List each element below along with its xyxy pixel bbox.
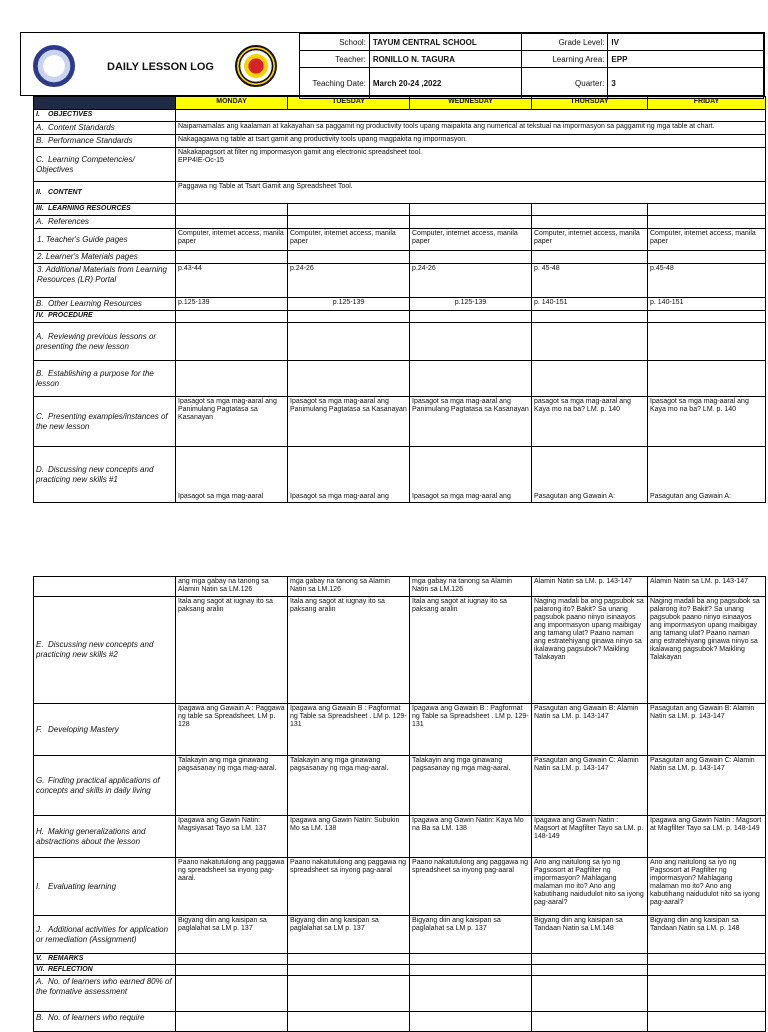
table-cell: Ipagawa ang Gawin Natin : Magsort at Magfilter Tayo sa LM. p. 148-149 bbox=[648, 816, 766, 858]
lesson-table-page2 bbox=[33, 576, 766, 1032]
area-label: Learning Area: bbox=[521, 51, 608, 68]
learners-materials-row bbox=[34, 251, 766, 264]
discussing2-label: E. Discussing new concepts and practicing new skills #2 bbox=[34, 597, 176, 704]
table-cell: Alamin Natin sa LM. p. 143-147 bbox=[648, 577, 766, 597]
learners-80-row bbox=[34, 976, 766, 1012]
procedure-row bbox=[34, 311, 766, 323]
generalizations-label: H. Making generalizations and abstractions about the lesson bbox=[34, 816, 176, 858]
discussing1-row bbox=[34, 447, 766, 503]
table-cell: Computer, internet access, manila paper bbox=[648, 229, 766, 251]
days-header-blank bbox=[34, 97, 176, 110]
performance-standards-row bbox=[34, 135, 766, 148]
competencies-text: Nakakapagsort at filter ng impormasyon gamit ang electronic spreadsheet tool. EPP4IE-Oc-15 bbox=[176, 148, 766, 182]
table-cell: Bigyang diin ang kaisipan sa paglalahat sa LM p. 137 bbox=[410, 916, 532, 954]
table-cell: Ipagawa ang Gawin Natin: Magsiyasat Tayo sa LM. 137 bbox=[176, 816, 288, 858]
teacher-value: RONILLO N. TAGURA bbox=[369, 51, 521, 68]
table-cell: Ipagawa ang Gawain B : Pagformat ng Table sa Spreadsheet . LM p. 129-131 bbox=[410, 704, 532, 756]
table-cell: Naging madali ba ang pagsubok sa palarong ito? Bakit? Sa unang pagsubok paano ninyo isinaayos ang impormasyon upang maibigay ang tamang ulat? Paano naman ang estratehiyang ginawa ninyo sa ikalawang pagsubok? Maikling Talakayan bbox=[648, 597, 766, 704]
teacher-label: Teacher: bbox=[300, 51, 370, 68]
table-cell: Pasagutan ang Gawain A: bbox=[532, 447, 648, 503]
competencies-row bbox=[34, 148, 766, 182]
table-cell: Ipagawa ang Gawain B : Pagformat ng Table sa Spreadsheet . LM p. 129-131 bbox=[288, 704, 410, 756]
table-cell: Computer, internet access, manila paper bbox=[532, 229, 648, 251]
table-cell: Ipagawa ang Gawin Natin: Kaya Mo na Ba sa LM. 138 bbox=[410, 816, 532, 858]
discussing2-row bbox=[34, 597, 766, 704]
content-label: II. CONTENT bbox=[34, 182, 176, 204]
table-cell: p.24-26 bbox=[288, 264, 410, 298]
table-cell: Ipagawa ang Gawin Natin: Subukin Mo sa LM. 138 bbox=[288, 816, 410, 858]
teachers-guide-label: 1. Teacher's Guide pages bbox=[34, 229, 176, 251]
table-cell: Ipasagot sa mga mag-aaral bbox=[176, 447, 288, 503]
reflection-row bbox=[34, 965, 766, 976]
resources-row bbox=[34, 204, 766, 216]
learners-materials-label: 2. Learner's Materials pages bbox=[34, 251, 176, 264]
performance-standards-text: Nakagagawa ng table at tsart gamit ang productivity tools upang magpakita ng impormasyon. bbox=[176, 135, 766, 148]
purpose-label: B. Establishing a purpose for the lesson bbox=[34, 361, 176, 397]
teachers-guide-row bbox=[34, 229, 766, 251]
additional-materials-label: 3. Additional Materials from Learning Resources (LR) Portal bbox=[34, 264, 176, 298]
presenting-row bbox=[34, 397, 766, 447]
lesson-table-page1 bbox=[33, 96, 766, 503]
table-cell: p.43-44 bbox=[176, 264, 288, 298]
quarter-value: 3 bbox=[608, 68, 764, 99]
table-cell: Pasagutan ang Gawain B: Alamin Natin sa LM. p. 143-147 bbox=[648, 704, 766, 756]
learners-req-label: B. No. of learners who require bbox=[34, 1012, 176, 1032]
table-cell: Ipasagot sa mga mag-aaral ang bbox=[410, 447, 532, 503]
deped-seal-icon bbox=[33, 45, 75, 87]
content-row bbox=[34, 182, 766, 204]
grade-label: Grade Level: bbox=[521, 34, 608, 51]
references-row bbox=[34, 216, 766, 229]
additional-row bbox=[34, 916, 766, 954]
evaluating-label: I. Evaluating learning bbox=[34, 858, 176, 916]
competencies-label: C. Learning Competencies/ Objectives bbox=[34, 148, 176, 182]
mastery-label: F. Developing Mastery bbox=[34, 704, 176, 756]
applications-label: G. Finding practical applications of concepts and skills in daily living bbox=[34, 756, 176, 816]
evaluating-row bbox=[34, 858, 766, 916]
table-cell: Talakayin ang mga ginawang pagsasanay ng mga mag-aaral. bbox=[410, 756, 532, 816]
table-cell: Itala ang sagot at iugnay ito sa paksang aralin bbox=[288, 597, 410, 704]
table-cell: Pasagutan ang Gawain C: Alamin Natin sa LM. p. 143-147 bbox=[648, 756, 766, 816]
content-standards-text: Naipamamalas ang kaalaman at kakayahan sa paggamit ng productivity tools upang maipakita ang numerical at tekstual na impormasyon sa paggamit ng mga table at chart. bbox=[176, 122, 766, 135]
other-resources-row bbox=[34, 298, 766, 311]
table-cell: Naging madali ba ang pagsubok sa palarong ito? Bakit? Sa unang pagsubok paano ninyo isinaayos ang impormasyon upang maibigay ang tamang ulat? Paano naman ang estratehiyang ginawa ninyo sa ikalawang pagsubok? Maikling Talakayan bbox=[532, 597, 648, 704]
table-cell: Paano nakatutulong ang paggawa ng spreadsheet sa inyong pag-aaral. bbox=[176, 858, 288, 916]
content-standards-row bbox=[34, 122, 766, 135]
table-cell: mga gabay na tanong sa Alamin Natin sa LM.126 bbox=[410, 577, 532, 597]
table-cell: Bigyang diin ang kaisipan sa Tandaan Natin sa LM.148 bbox=[532, 916, 648, 954]
other-resources-label: B. Other Learning Resources bbox=[34, 298, 176, 311]
table-cell: Computer, internet access, manila paper bbox=[176, 229, 288, 251]
lesson-log-header bbox=[20, 32, 765, 96]
procedure-label: IV. PROCEDURE bbox=[34, 311, 176, 323]
remarks-label: V. REMARKS bbox=[34, 954, 176, 965]
learners-req-row bbox=[34, 1012, 766, 1032]
additional-materials-row bbox=[34, 264, 766, 298]
table-cell: p.125-139 bbox=[176, 298, 288, 311]
area-value: EPP bbox=[608, 51, 764, 68]
reviewing-row bbox=[34, 323, 766, 361]
table-cell: Paano nakatutulong ang paggawa ng spreadsheet sa inyong pag-aaral bbox=[288, 858, 410, 916]
discussing1-cont-label bbox=[34, 577, 176, 597]
day-friday: FRIDAY bbox=[648, 97, 766, 110]
resources-label: III. LEARNING RESOURCES bbox=[34, 204, 176, 216]
table-cell: p.45-48 bbox=[648, 264, 766, 298]
reflection-label: VI. REFLECTION bbox=[34, 965, 176, 976]
reviewing-label: A. Reviewing previous lessons or presenting the new lesson bbox=[34, 323, 176, 361]
table-cell: Ipagawa ang Gawain A : Paggawa ng table sa Spreadsheet. LM p. 128 bbox=[176, 704, 288, 756]
table-cell: Bigyang diin ang kaisipan sa Tandaan Natin sa LM. p. 148 bbox=[648, 916, 766, 954]
table-cell: p.125-139 bbox=[288, 298, 410, 311]
table-cell: Pasagutan ang Gawain C: Alamin Natin sa LM. p. 143-147 bbox=[532, 756, 648, 816]
table-cell: Itala ang sagot at iugnay ito sa paksang aralin bbox=[176, 597, 288, 704]
table-cell: Bigyang diin ang kaisipan sa paglalahat sa LM p. 137 bbox=[176, 916, 288, 954]
table-cell: pasagot sa mga mag-aaral ang Kaya mo na ba? LM. p. 140 bbox=[532, 397, 648, 447]
objectives-row bbox=[34, 110, 766, 122]
table-cell: Computer, internet access, manila paper bbox=[410, 229, 532, 251]
learners-80-label: A. No. of learners who earned 80% of the formative assessment bbox=[34, 976, 176, 1012]
objectives-label: I. OBJECTIVES bbox=[34, 110, 176, 122]
table-cell: Ipagawa ang Gawin Natin : Magsort at Magfilter Tayo sa LM. p. 148-149 bbox=[532, 816, 648, 858]
presenting-label: C. Presenting examples/instances of the new lesson bbox=[34, 397, 176, 447]
content-standards-label: A. Content Standards bbox=[34, 122, 176, 135]
table-cell: p.125-139 bbox=[410, 298, 532, 311]
content-text: Paggawa ng Table at Tsart Gamit ang Spreadsheet Tool. bbox=[176, 182, 766, 204]
grade-value: IV bbox=[608, 34, 764, 51]
day-monday: MONDAY bbox=[176, 97, 288, 110]
mastery-row bbox=[34, 704, 766, 756]
table-cell: Ipasagot sa mga mag-aaral ang bbox=[288, 447, 410, 503]
date-value: March 20-24 ,2022 bbox=[369, 68, 521, 99]
day-wednesday: WEDNESDAY bbox=[410, 97, 532, 110]
discussing1-label: D. Discussing new concepts and practicing new skills #1 bbox=[34, 447, 176, 503]
performance-standards-label: B. Performance Standards bbox=[34, 135, 176, 148]
table-cell: Ipasagot sa mga mag-aaral ang Panimulang Pagtatasa sa Kasanayan bbox=[410, 397, 532, 447]
school-label: School: bbox=[300, 34, 370, 51]
table-cell: Ano ang naitulong sa iyo ng Pagsosort at Pagfilter ng impormasyon? Mahlagang malaman mo ito? Ano ang kabutihang naidudulot nito sa iyong pag-aaral? bbox=[648, 858, 766, 916]
table-cell: Computer, internet access, manila paper bbox=[288, 229, 410, 251]
table-cell: Alamin Natin sa LM. p. 143-147 bbox=[532, 577, 648, 597]
page-title: DAILY LESSON LOG bbox=[107, 61, 214, 73]
table-cell: Talakayin ang mga ginawang pagsasanay ng mga mag-aaral. bbox=[176, 756, 288, 816]
table-cell: p. 140-151 bbox=[532, 298, 648, 311]
day-thursday: THURSDAY bbox=[532, 97, 648, 110]
table-cell: mga gabay na tanong sa Alamin Natin sa LM.126 bbox=[288, 577, 410, 597]
references-label: A. References bbox=[34, 216, 176, 229]
table-cell: p.24-26 bbox=[410, 264, 532, 298]
table-cell: Ano ang naitulong sa iyo ng Pagsosort at Pagfilter ng impormasyon? Mahlagang malaman mo ito? Ano ang kabutihang naidudulot nito sa iyong pag-aaral? bbox=[532, 858, 648, 916]
remarks-row bbox=[34, 954, 766, 965]
table-cell: p. 140-151 bbox=[648, 298, 766, 311]
additional-label: J. Additional activities for application or remediation (Assignment) bbox=[34, 916, 176, 954]
objectives-blank bbox=[176, 110, 766, 122]
purpose-row bbox=[34, 361, 766, 397]
page-one bbox=[0, 32, 768, 503]
school-value: TAYUM CENTRAL SCHOOL bbox=[369, 34, 521, 51]
table-cell: Ipasagot sa mga mag-aaral ang Panimulang Pagtatasa sa Kasanayan bbox=[288, 397, 410, 447]
table-cell: Pasagutan ang Gawain A: bbox=[648, 447, 766, 503]
table-cell: Ipasagot sa mga mag-aaral ang Kaya mo na ba? LM. p. 140 bbox=[648, 397, 766, 447]
quarter-label: Quarter: bbox=[521, 68, 608, 99]
table-cell: Pasagutan ang Gawain B: Alamin Natin sa LM. p. 143-147 bbox=[532, 704, 648, 756]
table-cell: ang mga gabay na tanong sa Alamin Natin sa LM.126 bbox=[176, 577, 288, 597]
table-cell: p. 45-48 bbox=[532, 264, 648, 298]
table-cell: Ipasagot sa mga mag-aaral ang Panimulang Pagtatasa sa Kasanayan bbox=[176, 397, 288, 447]
table-cell: Bigyang diin ang kaisipan sa paglalahat sa LM p. 137 bbox=[288, 916, 410, 954]
generalizations-row bbox=[34, 816, 766, 858]
day-tuesday: TUESDAY bbox=[288, 97, 410, 110]
table-cell: Itala ang sagot at iugnay ito sa paksang aralin bbox=[410, 597, 532, 704]
applications-row bbox=[34, 756, 766, 816]
discussing1-cont-row bbox=[34, 577, 766, 597]
header-info-table bbox=[299, 33, 764, 99]
page-two bbox=[0, 576, 768, 1032]
table-cell: Talakayin ang mga ginawang pagsasanay ng mga mag-aaral. bbox=[288, 756, 410, 816]
school-seal-icon bbox=[235, 45, 277, 87]
header-title-block bbox=[21, 33, 300, 95]
table-cell: Paano nakatutulong ang paggawa ng spreadsheet sa inyong pag-aaral bbox=[410, 858, 532, 916]
date-label: Teaching Date: bbox=[300, 68, 370, 99]
